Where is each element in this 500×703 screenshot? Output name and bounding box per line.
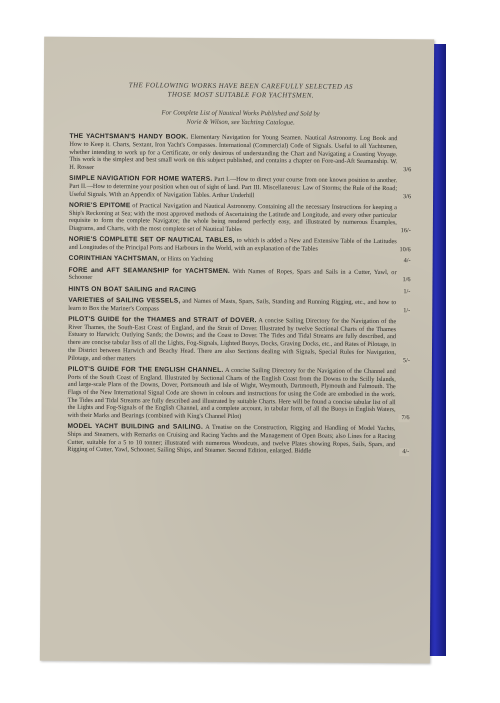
book-entry	[68, 267, 410, 285]
book-title: VARIETIES of SAILING VESSELS,	[68, 296, 181, 305]
book-description: With Names of Ropes, Spars and Sails in a Cutter, Yawl, or Schooner	[68, 267, 397, 282]
book-entry	[68, 297, 410, 315]
book-price: 7/6	[398, 414, 409, 422]
book-price: 1/-	[400, 307, 410, 315]
subheader	[70, 109, 412, 129]
book-price: 4/-	[399, 449, 409, 457]
book-title: CORINTHIAN YACHTSMAN,	[68, 255, 160, 263]
book-price: 10/6	[396, 246, 410, 254]
book-price: 3/6	[400, 193, 411, 201]
book-title: NORIE'S COMPLETE SET OF NAUTICAL TABLES,	[68, 236, 235, 245]
book-price: 1/6	[399, 277, 410, 285]
book-price: 5/-	[400, 357, 410, 365]
subheader-line-2: Norie & Wilson, see Yachting Catalogue.	[186, 118, 295, 126]
header-line-1: THE FOLLOWING WORKS HAVE BEEN CAREFULLY SELECTED AS	[128, 81, 353, 91]
book-title: NORIE'S EPITOME	[68, 201, 131, 210]
book-description: A Treatise on the Construction, Rigging and Handling of Model Yachts, Ships and Steamers, with Remarks on Cruising and Racing Yachts and the Management of Open Boats; also Lines for a Racing Cutter, suitable for a 5 to 10 tonner; illustrated with numerous Woodcuts, and twelve Plates showing Ropes, Sails, Spars, and Rigging of Cutter, Yawl, Schooner, Sailing Ships, and Steamer. Second Edition, enlarged. Biddle	[67, 424, 396, 455]
book-description: or Hints on Yachting	[160, 255, 214, 264]
book-title: PILOT'S GUIDE for the THAMES and STRAIT of DOVER.	[68, 315, 257, 325]
header-line-2: THOSE MOST SUITABLE FOR YACHTSMEN.	[167, 90, 315, 100]
book-title: PILOT'S GUIDE FOR THE ENGLISH CHANNEL.	[67, 365, 224, 374]
book-title: THE YACHTSMAN'S HANDY BOOK.	[69, 133, 189, 141]
book-description: and Names of Masts, Spars, Sails, Standing and Running Rigging, etc., and how to learn to Box the Mariner's Compass	[68, 297, 397, 313]
page-header	[70, 81, 412, 101]
subheader-line-1: For Complete List of Nautical Works Published and Sold by	[161, 109, 320, 118]
book-entry	[69, 236, 411, 254]
book-description: A concise Sailing Directory for the Navigation of the River Thames, the South-East Coast of England, and the Strait of Dover. Illustrated by twelve Sectional Charts of the Thames Estuary to Harwich; Outlying Sands; the Downs; and the Coast to Dover. The Tides and Tidal Streams are fully described, and there are concise tabular lists of all the Lights, Fog-Signals, Lighted Buoys, Docks, Graving Docks, etc., and Rates of Pilotage, in the District between Harwich and Beachy Head. There are also Sections dealing with Signals, Special Rules for Navigation, Pilotage, and other matters	[67, 317, 397, 362]
catalogue-page	[40, 37, 434, 664]
book-list	[67, 133, 411, 456]
book-entry	[69, 175, 411, 200]
book-description: of Practical Navigation and Nautical Astronomy. Containing all the necessary Instructions for keeping a Ship's Reckoning at Sea; with the most approved methods of Ascertaining the Latitude and Longitude, and every other particular requisite to form the complete Navigator; the whole being rendered perfectly easy, and illustrated by numerous Examples, Diagrams, and Charts, with the most complete set of Nautical Tables	[68, 202, 398, 234]
book-description: Part I.—How to direct your course from one known position to another. Part II.—How to determine your position when out of sight of land. Part III. Miscellaneous: Law of Storms; the Rule of the Road; Useful Signals. With an Appendix of Navigation Tables. Arthur Underhill	[69, 176, 398, 199]
book-title: FORE and AFT SEAMANSHIP for YACHTSMEN.	[68, 266, 231, 275]
book-entry	[68, 286, 410, 296]
book-entry	[68, 316, 410, 365]
book-entry	[69, 255, 411, 265]
book-title: MODEL YACHT BUILDING and SAILING.	[67, 423, 204, 432]
book-price: 16/-	[398, 227, 411, 235]
book-price: 1/-	[400, 288, 410, 296]
book-description: Elementary Navigation for Young Seamen. Nautical Astronomy. Log Book and How to Keep it. Charts, Sextant, Iron Yacht's Compasses. International (Commercial) Code of Signals. Useful to all Yachtsmen, whether intending to work up for a Certificate, or only desirous of understanding the Chart and Navigating a Coasting Voyage. This work is the simplest and best small work on this subject published, and contains a chapter on Fore-and-Aft Seamanship. W. H. Rosser	[69, 133, 398, 171]
book-description: A concise Sailing Directory for the Navigation of the Channel and Ports of the South Coast of England. Illustrated by Sectional Charts of the English Coast from the Downs to the Scilly Islands, and large-scale Plans of the Downs, Dover, Portsmouth and Isle of Wight, Weymouth, Dartmouth, Plymouth and Falmouth. The Flags of the New International Signal Code are shown in colours and instructions for using the Code are embodied in the work. The Tides and Tidal Streams are fully described and illustrated by suitable Charts. Here will be found a concise tabular list of all the Lights and Fog-Signals of the English Channel, and a complete account, in tabular form, of all the Buoys in English Waters, with their Marks and Bearings (combined with King's Channel Pilot)	[67, 366, 396, 421]
book-description: to which is added a New and Extensive Table of the Latitudes and Longitudes of the Principal Ports and Harbours in the World, with an explanation of the Tables	[68, 237, 397, 253]
book-entry	[68, 366, 410, 422]
book-entry	[69, 133, 411, 174]
book-title: SIMPLE NAVIGATION FOR HOME WATERS.	[69, 175, 213, 184]
book-price: 3/6	[400, 166, 411, 174]
book-entry	[69, 202, 411, 235]
book-title: HINTS ON BOAT SAILING and RACING	[68, 285, 197, 294]
book-entry	[67, 423, 409, 456]
book-price: 4/-	[401, 258, 411, 266]
